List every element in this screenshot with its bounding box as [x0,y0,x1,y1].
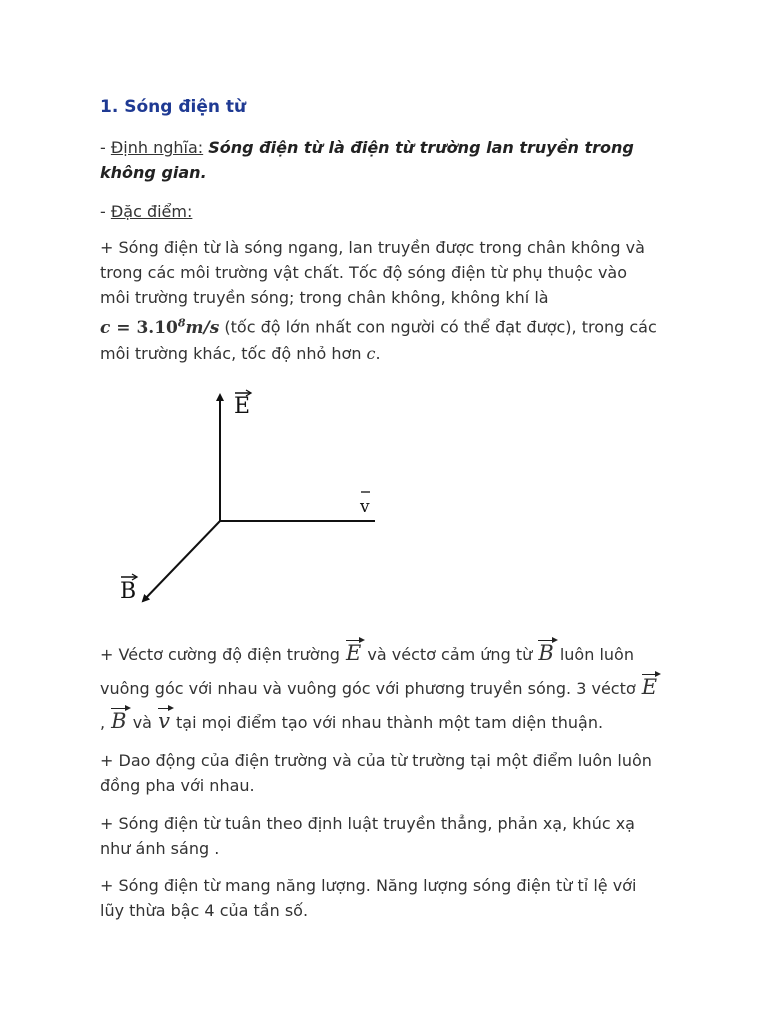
section-heading: 1. Sóng điện từ [100,97,247,117]
vector-b-2: B [111,709,127,733]
formula-eq: = [110,317,137,338]
feature-paragraph-1 [100,235,660,366]
p2-t1: + Véctơ cường độ điện trường [100,645,345,664]
vector-v: v [158,709,170,733]
definition-label: Định nghĩa: [110,138,204,157]
p2-t4: , [100,713,111,732]
feature-paragraph-2 [100,638,660,740]
vector-b: B [538,641,554,665]
p2-t2: và véctơ cảm ứng từ [362,645,538,664]
formula-unit: m/s [185,317,220,338]
features-paragraph: - Đặc điểm: [100,202,193,221]
label-v: v [360,497,370,517]
p1-text-b: (tốc độ lớn nhất con người có thể đạt được), trong các môi trường khác, tốc độ nhỏ hơn [100,317,657,363]
vector-e-2: E [641,675,658,699]
label-e: E [234,394,251,419]
feature-paragraph-5: + Sóng điện từ mang năng lượng. Năng lượng sóng điện từ tỉ lệ với lũy thừa bậc 4 của tần số. [100,876,637,920]
label-b: B [120,579,137,604]
p1-text-a: + Sóng điện từ là sóng ngang, lan truyền được trong chân không và trong các môi trường vật chất. Tốc độ sóng điện từ phụ thuộc vào môi trường truyền sóng; trong chân không, không khí là [100,238,645,307]
vector-e: E [345,641,362,665]
feature-paragraph-3: + Dao động của điện trường và của từ trường tại một điểm luôn luôn đồng pha với nhau. [100,751,652,795]
formula [100,318,219,338]
definition-paragraph: - Định nghĩa: Sóng điện từ là điện từ trường lan truyền trong không gian. [100,138,634,182]
formula-num: 3.10 [136,317,178,338]
formula-c: c [100,317,111,338]
feature-paragraph-4: + Sóng điện từ tuân theo định luật truyền thẳng, phản xạ, khúc xạ như ánh sáng . [100,814,635,858]
p2-t3: luôn luôn vuông góc với nhau và vuông góc với phương truyền sóng. 3 véctơ [100,645,641,698]
p2-t5: và [127,713,158,732]
p1-text-d: . [375,343,381,363]
features-label: Đặc điểm: [110,202,193,221]
p2-t6: tại mọi điểm tạo với nhau thành một tam diện thuận. [170,713,604,732]
definition-text: Sóng điện từ là điện từ trường lan truyền trong không gian. [100,138,634,182]
formula-exp: 8 [177,316,186,329]
p1-text-c: c [366,343,376,363]
b-axis-arrow [143,521,220,601]
